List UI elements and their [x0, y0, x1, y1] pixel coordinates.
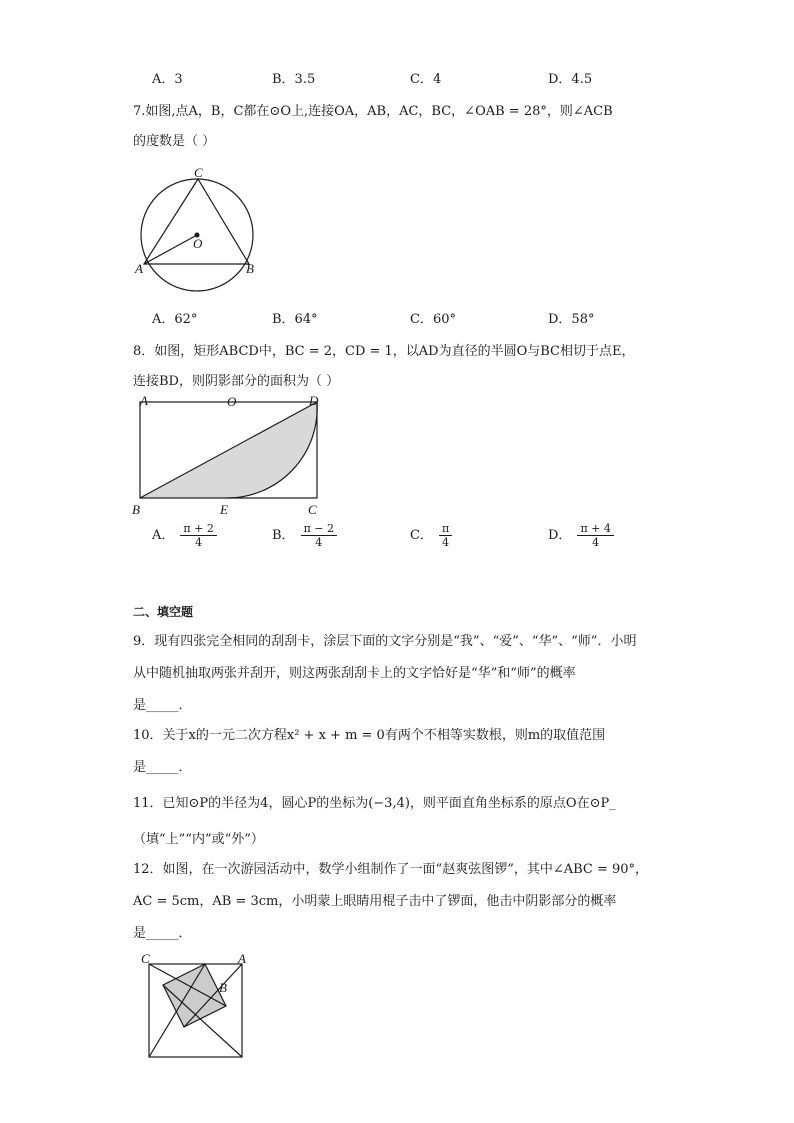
denominator: 4	[195, 536, 203, 549]
fraction	[439, 522, 452, 549]
fraction	[301, 522, 337, 549]
q8-option-a	[152, 522, 217, 549]
q7-circle-figure	[130, 160, 270, 300]
label-a: A	[140, 393, 148, 408]
option-letter: A．	[152, 528, 175, 543]
label-c: C	[308, 502, 317, 517]
section-title: 二、填空题	[133, 605, 194, 619]
q7-option-a: A．62°	[152, 312, 198, 327]
q9-line1: 9．现有四张完全相同的刮刮卡，涂层下面的文字分别是“我”、“爱”、“华”、“师”．小明	[133, 634, 637, 649]
q8-option-d	[548, 522, 614, 549]
q10-line1: 10．关于x的一元二次方程x² + x + m = 0有两个不相等实数根，则m的取值范围	[133, 728, 606, 743]
label-c: C	[141, 951, 150, 966]
label-b: B	[246, 261, 254, 276]
q8-text-line2: 连接BD，则阴影部分的面积为（ ）	[133, 374, 340, 389]
q6-option-d: D．4.5	[548, 72, 593, 87]
q8-rectangle-figure	[130, 392, 330, 520]
q8-text-line1: 8．如图，矩形ABCD中，BC = 2，CD = 1，以AD为直径的半圆O与BC相切于点E，	[133, 344, 635, 359]
label-b: B	[219, 980, 227, 995]
q7-option-c: C．60°	[410, 312, 456, 327]
label-c: C	[194, 165, 203, 180]
option-letter: C．	[410, 528, 433, 543]
q11-line1: 11．已知⊙P的半径为4，圆心P的坐标为(−3,4)，则平面直角坐标系的原点O在⊙P_	[133, 796, 616, 811]
label-a: A	[238, 951, 246, 966]
numerator: π − 2	[301, 522, 337, 536]
numerator: π	[439, 522, 452, 536]
option-letter: D．	[548, 528, 572, 543]
q12-line2: AC = 5cm，AB = 3cm，小明蒙上眼睛用棍子击中了锣面，他击中阴影部分的概率	[133, 894, 617, 909]
q11-line2: （填“上”“内”或“外”）	[133, 832, 264, 847]
q7-option-d: D．58°	[548, 312, 595, 327]
q7-option-b: B．64°	[272, 312, 318, 327]
q6-option-c: C．4	[410, 72, 442, 87]
option-letter: B．	[272, 528, 295, 543]
fraction	[180, 522, 216, 549]
fraction	[577, 522, 613, 549]
q9-line3: 是_____．	[133, 698, 192, 713]
q12-line3: 是_____．	[133, 926, 192, 941]
label-o: O	[227, 394, 237, 409]
q9-line2: 从中随机抽取两张并刮开，则这两张刮刮卡上的文字恰好是“华”和“师”的概率	[133, 666, 576, 681]
q10-line2: 是_____．	[133, 760, 192, 775]
segment-oa	[144, 235, 197, 264]
q8-option-b	[272, 522, 337, 549]
denominator: 4	[315, 536, 323, 549]
label-o: O	[193, 236, 203, 251]
numerator: π + 4	[577, 522, 613, 536]
label-d: D	[309, 393, 319, 408]
q7-text-line2: 的度数是（ ）	[133, 134, 216, 149]
denominator: 4	[592, 536, 600, 549]
q6-option-a: A．3	[152, 72, 183, 87]
label-e: E	[220, 502, 228, 517]
q7-text-line1: 7.如图,点A，B，C都在⊙O上,连接OA，AB，AC，BC，∠OAB = 28°，则∠ACB	[133, 104, 613, 119]
q12-zhaoshuang-figure	[136, 948, 256, 1062]
numerator: π + 2	[180, 522, 216, 536]
label-b: B	[132, 502, 140, 517]
denominator: 4	[442, 536, 450, 549]
q8-option-c	[410, 522, 452, 549]
label-a: A	[135, 261, 143, 276]
q12-line1: 12．如图，在一次游园活动中，数学小组制作了一面“赵爽弦图锣”，其中∠ABC = 90°，	[133, 862, 649, 877]
q6-option-b: B．3.5	[272, 72, 316, 87]
